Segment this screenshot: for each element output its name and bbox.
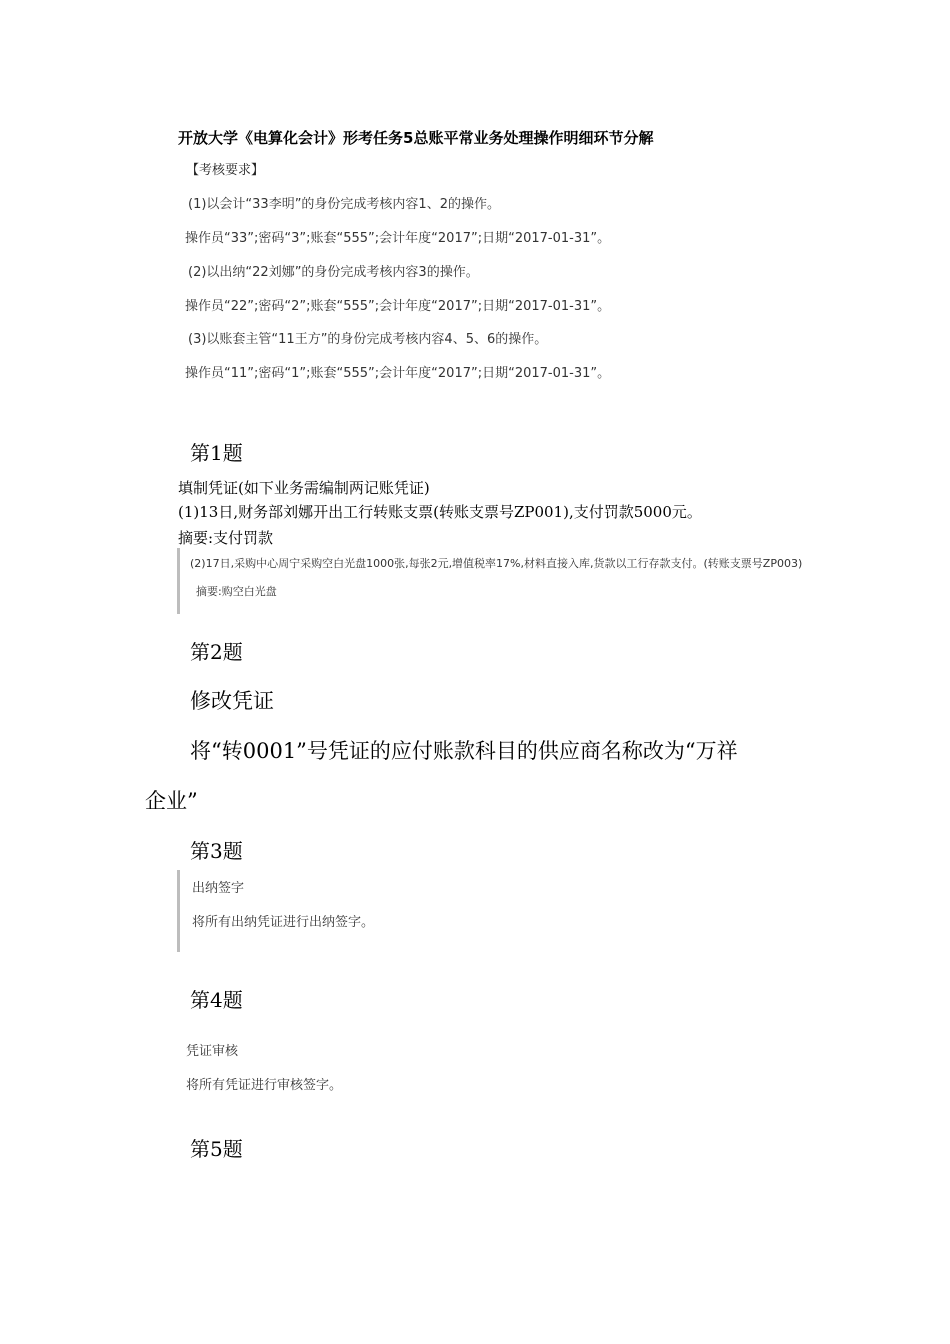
quote-bar	[177, 548, 180, 614]
question-4-subtitle: 凭证审核	[186, 1044, 239, 1059]
question-5-heading: 第5题	[190, 1137, 243, 1161]
document-title: 开放大学《电算化会计》形考任务5总账平常业务处理操作明细环节分解	[178, 129, 654, 147]
requirement-line: 操作员“33”;密码“3”;账套“555”;会计年度“2017”;日期“2017-01-31”。	[185, 231, 611, 246]
question-2-subtitle: 修改凭证	[190, 689, 274, 713]
question-1-item-2: (2)17日,采购中心周宁采购空白光盘1000张,每张2元,增值税率17%,材料直接入库,货款以工行存款支付。(转账支票号ZP003)	[190, 557, 803, 570]
requirement-line: 操作员“11”;密码“1”;账套“555”;会计年度“2017”;日期“2017-01-31”。	[185, 366, 611, 381]
question-1-summary-2: 摘要:购空白光盘	[196, 585, 277, 598]
requirement-line: 操作员“22”;密码“2”;账套“555”;会计年度“2017”;日期“2017-01-31”。	[185, 299, 611, 314]
question-2-heading: 第2题	[190, 640, 243, 664]
question-3-heading: 第3题	[190, 839, 243, 863]
question-2-text-line-1: 将“转0001”号凭证的应付账款科目的供应商名称改为“万祥	[190, 739, 738, 763]
question-1-summary-1: 摘要:支付罚款	[178, 529, 274, 547]
requirement-line: (3)以账套主管“11王方”的身份完成考核内容4、5、6的操作。	[188, 332, 548, 347]
quote-bar	[177, 870, 180, 952]
question-2-text-line-2: 企业”	[145, 789, 198, 813]
requirement-line: (2)以出纳“22刘娜”的身份完成考核内容3的操作。	[188, 265, 479, 280]
question-4-heading: 第4题	[190, 988, 243, 1012]
requirements-header: 【考核要求】	[186, 163, 265, 178]
question-4-text: 将所有凭证进行审核签字。	[186, 1078, 343, 1093]
question-1-item-1: (1)13日,财务部刘娜开出工行转账支票(转账支票号ZP001),支付罚款5000元。	[178, 503, 702, 521]
question-3-subtitle: 出纳签字	[192, 881, 245, 896]
question-1-heading: 第1题	[190, 441, 243, 465]
question-3-text: 将所有出纳凭证进行出纳签字。	[192, 915, 375, 930]
question-1-subtitle: 填制凭证(如下业务需编制两记账凭证)	[178, 479, 430, 497]
requirement-line: (1)以会计“33李明”的身份完成考核内容1、2的操作。	[188, 197, 500, 212]
